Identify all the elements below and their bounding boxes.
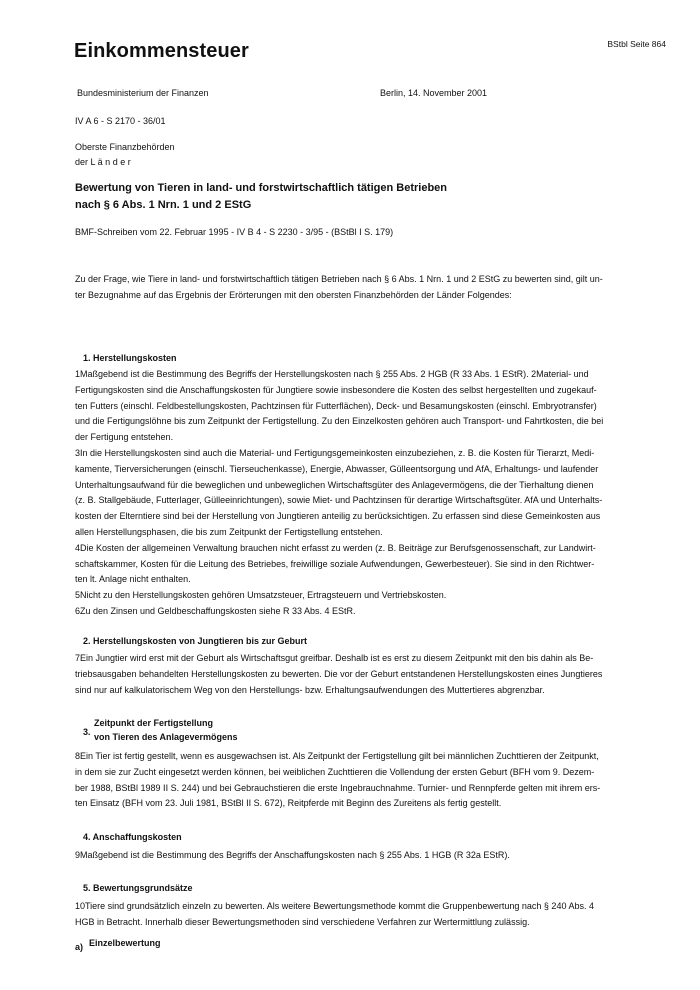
section-1-line: der Fertigung entstehen. <box>75 432 174 443</box>
intro-line-2: ter Bezugnahme auf das Ergebnis der Erörterungen mit den obersten Finanzbehörden der Länder Folgendes: <box>75 289 512 300</box>
section-1-line: 5Nicht zu den Herstellungskosten gehören Umsatzsteuer, Ertragsteuern und Vertriebskosten. <box>75 590 447 601</box>
bmf-reference: BMF-Schreiben vom 22. Februar 1995 - IV B 4 - S 2230 - 3/95 - (BStBl I S. 179) <box>75 227 394 237</box>
intro-paragraph <box>75 272 627 304</box>
section-2-heading: 2. Herstellungskosten von Jungtieren bis zur Geburt <box>83 636 308 646</box>
section-1-line: und die Fertigungslöhne bis zum Zeitpunkt der Fertigstellung. Zu den Einzelkosten gehören auch Transport- und Fahrtkosten, die bei <box>75 416 604 427</box>
section-3-line: 8Ein Tier ist fertig gestellt, wenn es ausgewachsen ist. Als Zeitpunkt der Fertigstellung gilt bei männlichen Zuchttieren der Zeitpunkt, <box>75 751 599 761</box>
section-4-heading: 4. Anschaffungskosten <box>83 832 182 842</box>
section-5-line: 10Tiere sind grundsätzlich einzeln zu bewerten. Als weitere Bewertungsmethode kommt die Gruppenbewertung nach § 240 Abs. 4 <box>75 901 594 911</box>
section-3-body <box>75 749 627 812</box>
section-5-line: HGB in Betracht. Innerhalb dieser Bewertungsmethoden sind verschiedene Verfahren zur Wertermittlung zulässig. <box>75 916 530 927</box>
section-3-heading-line-2: von Tieren des Anlagevermögens <box>94 732 238 742</box>
section-1-body <box>75 367 627 620</box>
intro-line-1: Zu der Frage, wie Tiere in land- und forstwirtschaftlich tätigen Betrieben nach § 6 Abs. 1 Nrn. 1 und 2 EStG zu bewerten sind, gilt un- <box>75 274 603 284</box>
section-1-heading: 1. Herstellungskosten <box>83 353 177 363</box>
section-3-line: ber 1988, BStBl 1989 II S. 244) und bei Gebrauchstieren die erste Ingebrauchnahme. Turnier- und Rennpferde gelten mit ihrem ers- <box>75 782 601 793</box>
section-1-line: 1Maßgebend ist die Bestimmung des Begriffs der Herstellungskosten nach § 255 Abs. 2 HGB (R 33 Abs. 1 EStR). 2Material- und <box>75 369 589 379</box>
section-2-body <box>75 651 627 698</box>
section-1-line: kosten der Elterntiere sind bei der Herstellung von Jungtieren anteilig zu berücksichtigen. Zu erfassen sind diese Gemeinkosten aus <box>75 511 601 522</box>
section-1-line: (z. B. Stallgebäude, Futterlager, Gülleeinrichtungen), sowie Miet- und Pachtzinsen für derartige Wirtschaftsgüter. AfA und Unterhalts- <box>75 495 603 506</box>
section-5-body <box>75 899 627 931</box>
document-title: Einkommensteuer <box>74 40 249 62</box>
section-1-line: 6Zu den Zinsen und Geldbeschaffungskosten siehe R 33 Abs. 4 EStR. <box>75 605 356 616</box>
recipient-line-1: Oberste Finanzbehörden <box>75 142 175 152</box>
section-4-line: 9Maßgebend ist die Bestimmung des Begriffs der Anschaffungskosten nach § 255 Abs. 1 HGB (R 32a EStR). <box>75 850 510 860</box>
ministry-name: Bundesministerium der Finanzen <box>77 88 209 98</box>
section-2-line: triebsausgaben behandelten Herstellungskosten zu bewerten. Die vor der Geburt entstandenen Herstellungskosten eines Jungtieres <box>75 668 603 679</box>
section-1-line: schaftskammer, Kosten für die Leitung des Betriebes, freiwillige soziale Aufwendungen, Gewerbesteuer). Sie sind in den Richtwer- <box>75 558 595 569</box>
section-1-line: ten lt. Anlage nicht enthalten. <box>75 574 191 585</box>
recipient-line-2: der L ä n d e r <box>75 157 131 167</box>
section-1-line: 4Die Kosten der allgemeinen Verwaltung brauchen nicht erfasst zu werden (z. B. Beiträge zur Berufsgenossenschaft, zur Landwirt- <box>75 542 596 553</box>
section-1-line: kamente, Tierversicherungen (einschl. Tierseuchenkasse), Energie, Abwasser, Gülleentsorgung und AfA, Erhaltungs- und laufender <box>75 463 599 474</box>
section-3-line: ten Einsatz (BFH vom 23. Juli 1981, BStBl II S. 672), Reitpferde mit Beginn des Zureitens als fertig gestellt. <box>75 798 502 809</box>
section-1-line: ten Futters (einschl. Feldbestellungskosten, Pachtzinsen für Futterflächen), Deck- und Besamungskosten (einschl. Embryotransfer) <box>75 400 597 411</box>
section-5a-number: a) <box>75 942 84 952</box>
section-5-heading: 5. Bewertungsgrundsätze <box>83 883 193 893</box>
section-5a-heading: Einzelbewertung <box>89 938 161 948</box>
place-date: Berlin, 14. November 2001 <box>380 88 488 98</box>
section-2-line: sind nur auf kalkulatorischem Weg von den Herstellungs- bzw. Erhaltungsaufwendungen des Muttertieres abgrenzbar. <box>75 684 545 695</box>
subject-line-2: nach § 6 Abs. 1 Nrn. 1 und 2 EStG <box>75 198 252 211</box>
section-3-number: 3. <box>83 727 91 737</box>
section-1-line: Fertigungskosten sind die Anschaffungskosten für Jungtiere sowie insbesondere die Kosten des selbst hergestellten und zugekauf- <box>75 384 597 395</box>
section-1-line: Unterhaltungsaufwand für die beweglichen und unbeweglichen Wirtschaftsgüter des Anlagevermögens, die der Tierhaltung dienen <box>75 479 594 490</box>
section-3-line: in dem sie zur Zucht eingesetzt werden können, bei weiblichen Zuchttieren die Vollendung der ersten Geburt (BFH vom 9. Dezem- <box>75 766 595 777</box>
subject-line-1: Bewertung von Tieren in land- und forstwirtschaftlich tätigen Betrieben <box>75 182 448 194</box>
page-reference: BStbl Seite 864 <box>607 39 666 49</box>
section-4-body <box>75 848 627 864</box>
section-2-line: 7Ein Jungtier wird erst mit der Geburt als Wirtschaftsgut greifbar. Deshalb ist es erst zu diesem Zeitpunkt mit den bis dahin als Be- <box>75 653 594 663</box>
section-1-line: 3In die Herstellungskosten sind auch die Material- und Fertigungsgemeinkosten einzubeziehen, z. B. die Kosten für Tierarzt, Medi- <box>75 447 595 458</box>
subject-heading <box>75 180 635 213</box>
section-3-heading <box>94 716 238 744</box>
file-reference: IV A 6 - S 2170 - 36/01 <box>75 116 166 126</box>
section-1-line: allen Herstellungsphasen, die bis zum Zeitpunkt der Fertigstellung entstehen. <box>75 526 383 537</box>
section-3-heading-line-1: Zeitpunkt der Fertigstellung <box>94 718 214 728</box>
